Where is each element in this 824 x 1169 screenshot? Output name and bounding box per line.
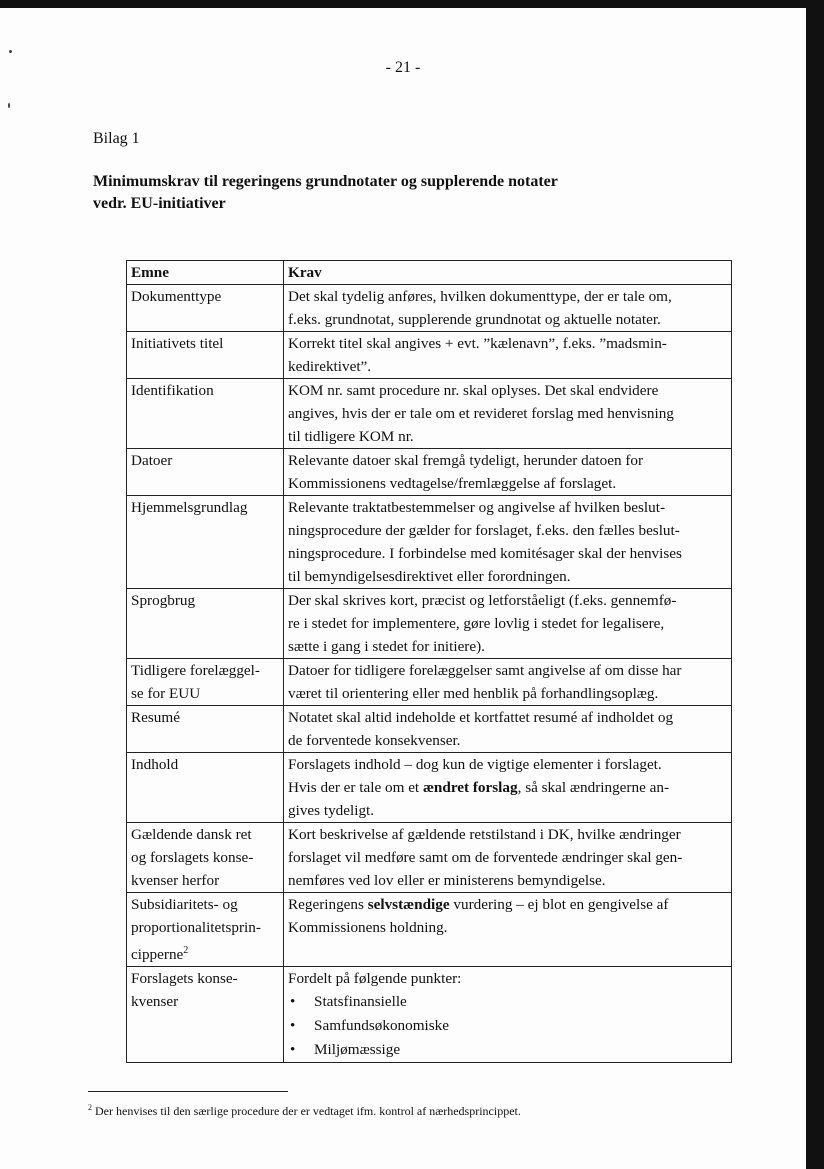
row-requirement [284,285,732,332]
requirement-line: f.eks. grundnotat, supplerende grundnotat og aktuelle notater. [288,311,661,328]
bullet-list [288,990,727,1062]
row-subject: Hjemmelsgrundlag [127,496,284,589]
subject-line [131,939,279,966]
row-requirement [284,706,732,753]
row-subject: Datoer [127,449,284,496]
bullet-item: • Miljømæssige [288,1038,727,1062]
requirement-text: vurdering – ej blot en gengivelse af [449,896,669,913]
row-subject [127,967,284,1063]
row-subject: Initiativets titel [127,332,284,379]
row-requirement [284,496,732,589]
row-subject [127,893,284,967]
table-header-row [127,261,732,285]
row-subject: Identifikation [127,379,284,449]
requirement-line [288,893,727,916]
bullet-item: • Statsfinansielle [288,990,727,1014]
subject-text: cipperne [131,946,184,964]
requirement-line: angives, hvis der er tale om et revideret forslag med henvisning [288,405,674,422]
title-line-2: vedr. EU-initiativer [93,195,226,212]
row-subject [127,823,284,893]
row-requirement [284,753,732,823]
requirement-line: KOM nr. samt procedure nr. skal oplyses. Det skal endvidere [288,382,659,399]
row-subject: Sprogbrug [127,589,284,659]
appendix-label: Bilag 1 [93,130,140,147]
requirement-line: Kommissionens vedtagelse/fremlæggelse af forslaget. [288,475,617,492]
subject-line: Gældende dansk ret [131,826,252,843]
row-subject [127,659,284,706]
requirement-line: Kort beskrivelse af gældende retstilstand i DK, hvilke ændringer [288,826,681,843]
requirement-line: Det skal tydelig anføres, hvilken dokumenttype, der er tale om, [288,288,672,305]
subject-line: Subsidiaritets- og [131,896,238,913]
table-row [127,823,732,893]
subject-line: kvenser [131,993,179,1011]
table-row [127,659,732,706]
footnote-separator [88,1091,288,1092]
requirement-line: kedirektivet”. [288,358,372,375]
requirement-line: ningsprocedure. I forbindelse med komitésager skal der henvises [288,545,682,562]
subject-line: Tidligere forelæggel- [131,662,260,679]
subject-line: Forslagets konse- [131,970,238,988]
row-subject: Indhold [127,753,284,823]
requirement-line: Kommissionens holdning. [288,919,448,936]
row-requirement [284,449,732,496]
table-row [127,893,732,967]
requirement-line [288,776,727,799]
footnote-mark: 2 [88,1103,92,1112]
table-row [127,379,732,449]
table-row [127,285,732,332]
scan-speck [8,103,10,108]
requirement-line: Relevante datoer skal fremgå tydeligt, herunder datoen for [288,452,644,469]
requirement-line: re i stedet for implementere, gøre lovlig i stedet for legalisere, [288,615,665,632]
requirement-line: til bemyndigelsesdirektivet eller forordningen. [288,568,571,585]
scan-speck [9,50,12,53]
row-requirement [284,659,732,706]
subject-line: kvenser herfor [131,872,220,889]
row-requirement [284,967,732,1063]
row-requirement [284,332,732,379]
row-subject: Resumé [127,706,284,753]
row-requirement [284,893,732,967]
requirement-line: de forventede konsekvenser. [288,732,461,749]
subject-line: og forslagets konse- [131,849,254,866]
row-requirement [284,589,732,659]
requirement-line: til tidligere KOM nr. [288,428,414,445]
requirement-line: Forslagets indhold – dog kun de vigtige elementer i forslaget. [288,756,662,773]
requirement-emphasis: ændret forslag [422,779,518,796]
requirements-table [126,260,732,1063]
row-requirement [284,823,732,893]
requirement-line: ningsprocedure der gælder for forslaget, f.eks. den fælles beslut- [288,522,680,539]
requirement-line: Fordelt på følgende punkter: [288,970,462,988]
requirement-line: Relevante traktatbestemmelser og angivelse af hvilken beslut- [288,499,666,516]
requirement-line: sætte i gang i stedet for initiere). [288,638,485,655]
requirement-line: Der skal skrives kort, præcist og letforståeligt (f.eks. gennemfø- [288,592,677,609]
requirement-line: Notatet skal altid indeholde et kortfattet resumé af indholdet og [288,709,674,726]
table-row [127,967,732,1063]
document-page [0,8,806,1169]
footnote [88,1103,521,1119]
table-row [127,753,732,823]
table-row [127,496,732,589]
requirement-line: gives tydeligt. [288,802,375,819]
requirement-line: været til orientering eller med henblik på forhandlingsoplæg. [288,685,659,702]
requirement-text: Regeringens [288,896,368,913]
table-row [127,706,732,753]
row-subject: Dokumenttype [127,285,284,332]
footnote-reference: 2 [183,945,189,956]
subject-line: se for EUU [131,685,201,702]
requirement-line: Datoer for tidligere forelæggelser samt angivelse af om disse har [288,662,682,679]
bullet-item: • Samfundsøkonomiske [288,1014,727,1038]
header-krav: Krav [284,261,732,285]
requirement-text: Hvis der er tale om et [288,779,423,796]
document-title [93,171,558,215]
page-number: - 21 - [385,59,421,76]
row-requirement [284,379,732,449]
table-row [127,449,732,496]
header-emne: Emne [127,261,284,285]
requirement-line: forslaget vil medføre samt om de forventede ændringer skal gen- [288,849,683,866]
requirement-line: Korrekt titel skal angives + evt. ”kælenavn”, f.eks. ”madsmin- [288,335,667,352]
footnote-text: Der henvises til den særlige procedure der er vedtaget ifm. kontrol af nærhedsprincippet. [95,1104,521,1118]
table-row [127,589,732,659]
subject-line: proportionalitetsprin- [131,919,261,936]
title-line-1: Minimumskrav til regeringens grundnotater og supplerende notater [93,173,558,190]
requirement-text: , så skal ændringerne an- [517,779,670,796]
table-row [127,332,732,379]
requirement-emphasis: selvstændige [367,896,450,913]
requirement-line: nemføres ved lov eller er ministerens bemyndigelse. [288,872,606,889]
